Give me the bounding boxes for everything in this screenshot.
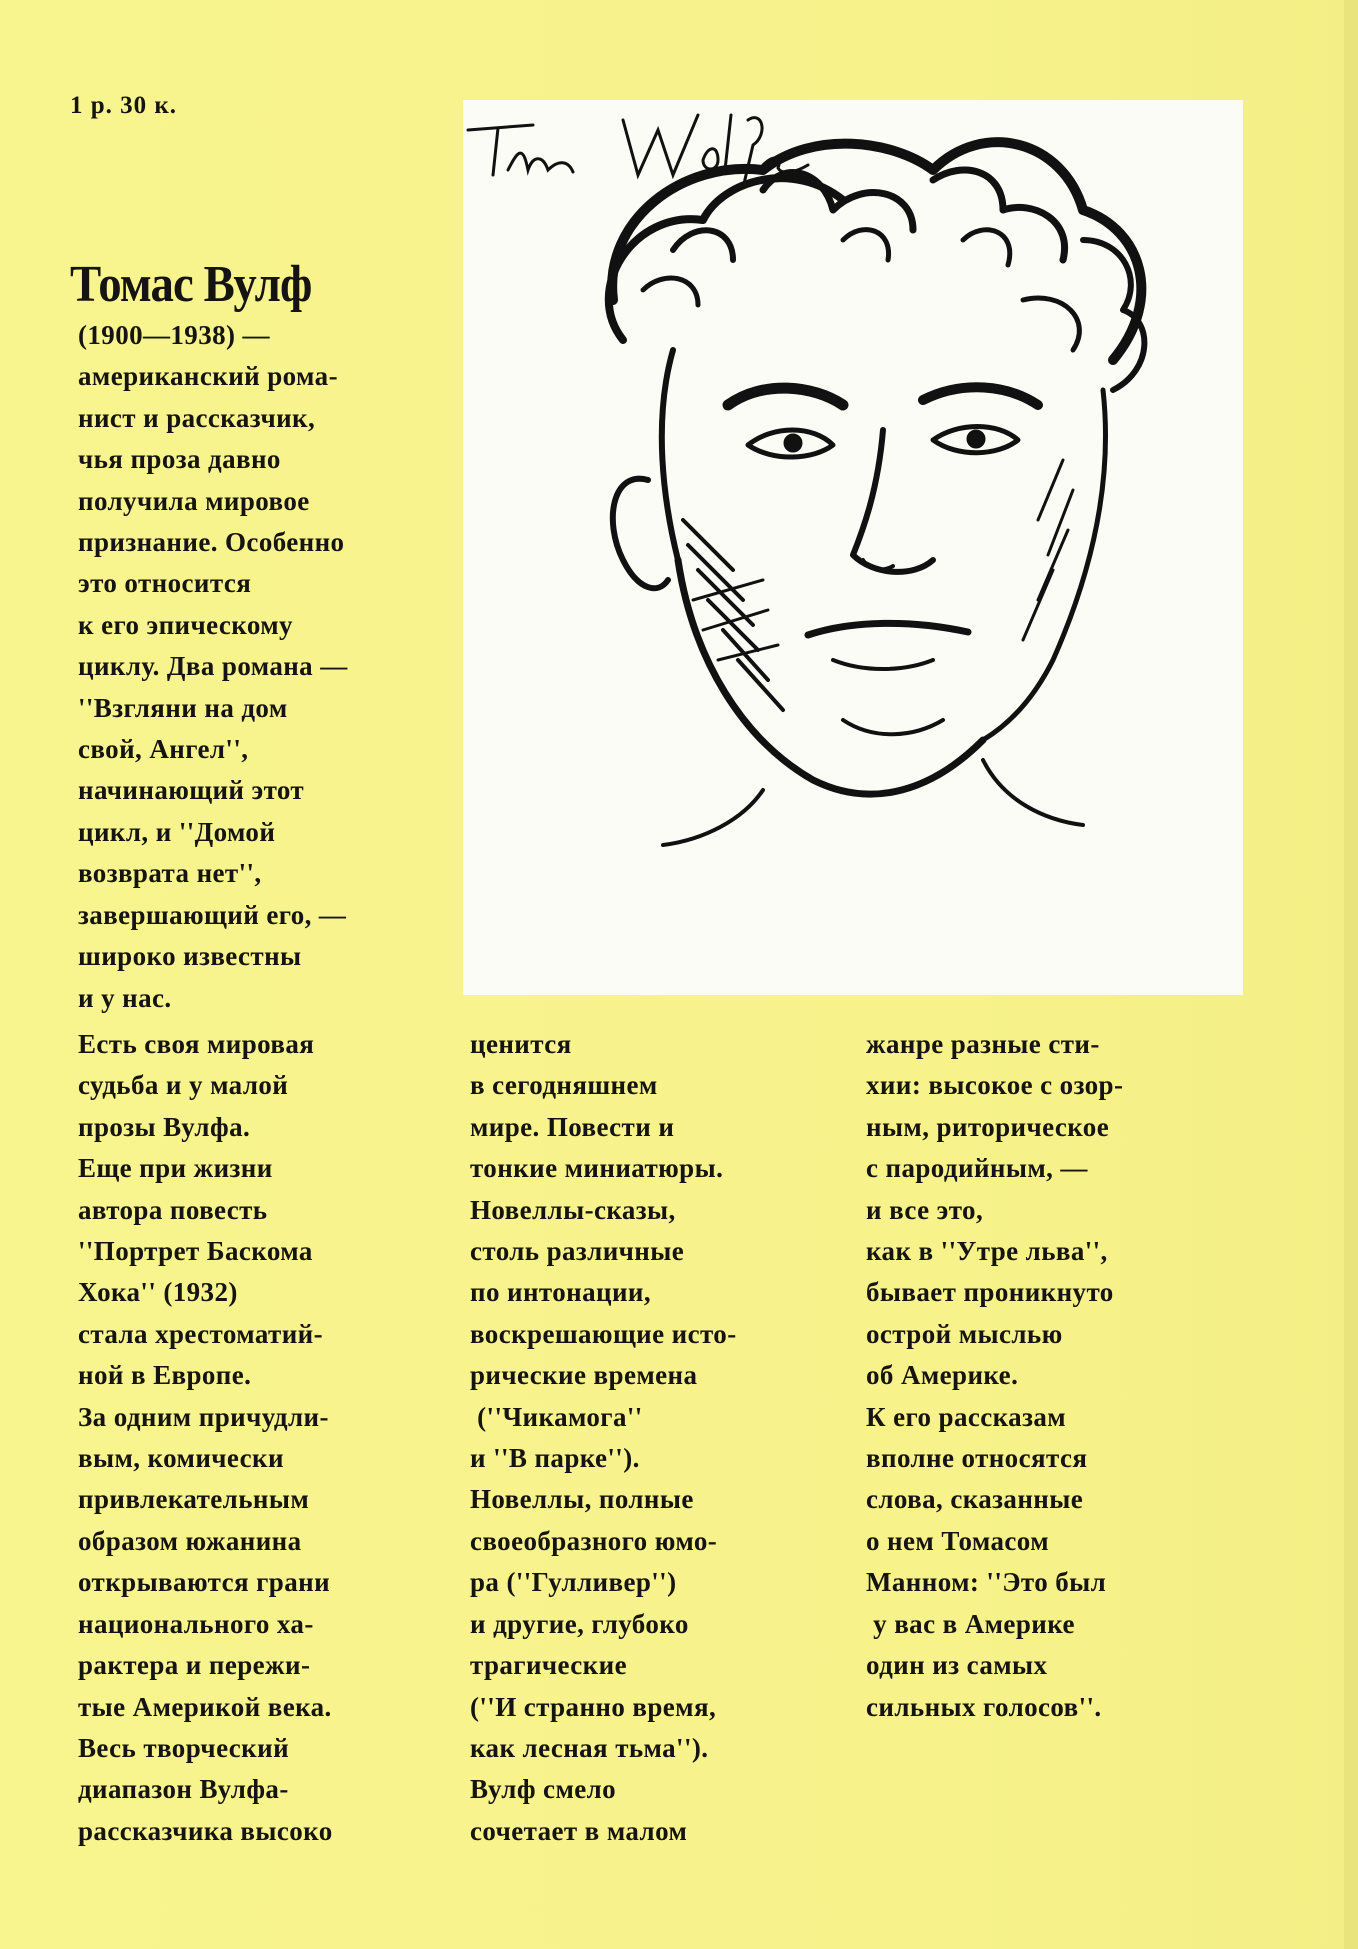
text-line: возврата нет'', bbox=[78, 858, 262, 889]
text-line: о нем Томасом bbox=[866, 1525, 1049, 1556]
text-line: воскрешающие исто- bbox=[470, 1318, 737, 1349]
text-line: (1900—1938) — bbox=[78, 320, 270, 350]
text-column-3 bbox=[866, 1024, 1123, 1728]
text-line: диапазон Вулфа- bbox=[78, 1774, 289, 1805]
text-line: рассказчика высоко bbox=[78, 1815, 333, 1846]
text-line: вполне относятся bbox=[866, 1443, 1088, 1474]
text-line: слова, сказанные bbox=[866, 1484, 1084, 1515]
text-line: хии: высокое с озор- bbox=[866, 1070, 1124, 1101]
text-line: вым, комически bbox=[78, 1443, 284, 1474]
text-line: по интонации, bbox=[470, 1277, 652, 1308]
text-line: жанре разные сти- bbox=[866, 1029, 1100, 1059]
text-line: стала хрестоматий- bbox=[78, 1318, 323, 1349]
text-line: это относится bbox=[78, 568, 252, 599]
text-line: получила мировое bbox=[78, 485, 310, 516]
text-line: цикл, и ''Домой bbox=[78, 816, 276, 847]
text-line: За одним причудли- bbox=[78, 1401, 329, 1432]
text-line: признание. Особенно bbox=[78, 527, 345, 558]
text-line: как лесная тьма''). bbox=[470, 1732, 709, 1763]
price-label: 1 р. 30 к. bbox=[70, 92, 178, 119]
text-line: и все это, bbox=[866, 1194, 984, 1225]
text-line: судьба и у малой bbox=[78, 1070, 289, 1101]
text-line: у вас в Америке bbox=[866, 1608, 1075, 1639]
text-line: ''Взгляни на дом bbox=[78, 692, 288, 723]
text-line: ценится bbox=[470, 1029, 572, 1059]
text-column-2 bbox=[470, 1024, 737, 1852]
text-line: (''И странно время, bbox=[470, 1691, 717, 1722]
text-line: столь различные bbox=[470, 1236, 685, 1267]
text-line: мире. Повести и bbox=[470, 1111, 675, 1142]
text-line: ной в Европе. bbox=[78, 1360, 252, 1391]
text-line: Новеллы, полные bbox=[470, 1484, 694, 1515]
text-line: Есть своя мировая bbox=[78, 1029, 315, 1059]
text-line: сочетает в малом bbox=[470, 1815, 688, 1846]
text-line: сильных голосов''. bbox=[866, 1691, 1102, 1722]
text-line: Манном: ''Это был bbox=[866, 1567, 1107, 1598]
text-line: Вулф смело bbox=[470, 1774, 617, 1805]
text-line: один из самых bbox=[866, 1650, 1048, 1681]
intro-text bbox=[78, 315, 348, 1019]
text-line: Весь творческий bbox=[78, 1732, 290, 1763]
text-line: рические времена bbox=[470, 1360, 698, 1391]
text-line: трагические bbox=[470, 1650, 627, 1681]
text-line: бывает проникнуто bbox=[866, 1277, 1114, 1308]
text-line: широко известны bbox=[78, 941, 302, 972]
text-line: нист и рассказчик, bbox=[78, 402, 316, 433]
text-line: тонкие миниатюры. bbox=[470, 1153, 724, 1184]
text-line: Новеллы-сказы, bbox=[470, 1194, 676, 1225]
text-line: ра (''Гулливер'') bbox=[470, 1567, 677, 1598]
text-line: автора повесть bbox=[78, 1194, 268, 1225]
text-line: в сегодняшнем bbox=[470, 1070, 658, 1101]
text-line: открываются грани bbox=[78, 1567, 331, 1598]
text-line: Еще при жизни bbox=[78, 1153, 273, 1184]
text-line: (''Чикамога'' bbox=[470, 1401, 643, 1432]
text-line: свой, Ангел'', bbox=[78, 734, 249, 765]
text-line: образом южанина bbox=[78, 1525, 302, 1556]
text-line: американский рома- bbox=[78, 361, 338, 392]
text-line: и у нас. bbox=[78, 982, 172, 1013]
text-line: прозы Вулфа. bbox=[78, 1111, 251, 1142]
author-title: Томас Вулф bbox=[70, 256, 312, 313]
text-line: тые Америкой века. bbox=[78, 1691, 332, 1722]
text-line: циклу. Два романа — bbox=[78, 651, 348, 682]
text-line: с пародийным, — bbox=[866, 1153, 1088, 1184]
author-portrait-sketch bbox=[463, 100, 1243, 995]
text-line: к его эпическому bbox=[78, 609, 293, 640]
portrait-drawing bbox=[463, 100, 1243, 995]
page-edge bbox=[1344, 0, 1358, 1949]
text-line: острой мыслью bbox=[866, 1318, 1063, 1349]
text-column-1 bbox=[78, 1024, 333, 1852]
text-line: Хока'' (1932) bbox=[78, 1277, 238, 1308]
text-line: национального ха- bbox=[78, 1608, 314, 1639]
text-line: ным, риторическое bbox=[866, 1111, 1110, 1142]
text-line: как в ''Утре льва'', bbox=[866, 1236, 1108, 1267]
text-line: привлекательным bbox=[78, 1484, 310, 1515]
text-line: К его рассказам bbox=[866, 1401, 1067, 1432]
text-line: об Америке. bbox=[866, 1360, 1019, 1391]
text-line: и ''В парке''). bbox=[470, 1443, 640, 1474]
text-line: завершающий его, — bbox=[78, 899, 347, 930]
text-line: и другие, глубоко bbox=[470, 1608, 689, 1639]
text-line: ''Портрет Баскома bbox=[78, 1236, 313, 1267]
text-line: начинающий этот bbox=[78, 775, 305, 806]
text-line: своеобразного юмо- bbox=[470, 1525, 718, 1556]
text-line: чья проза давно bbox=[78, 444, 281, 475]
text-line: рактера и пережи- bbox=[78, 1650, 311, 1681]
author-signature bbox=[463, 100, 843, 190]
